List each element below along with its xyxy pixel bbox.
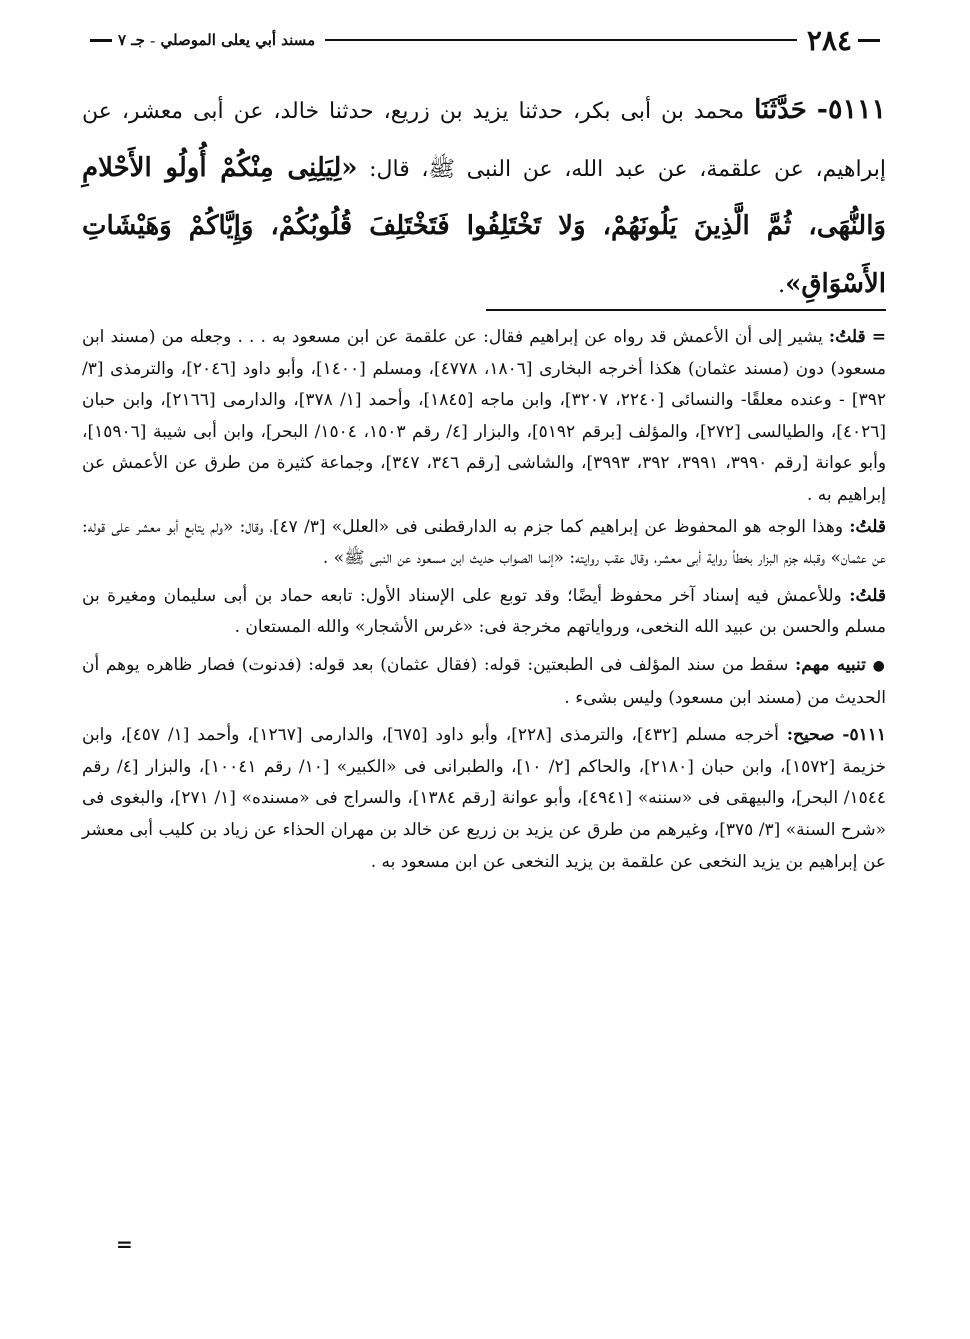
running-header bbox=[84, 22, 886, 58]
takhrij-grade: صحيح: bbox=[786, 725, 835, 746]
footnote-paragraph bbox=[82, 720, 886, 878]
continuation-mark: = bbox=[871, 327, 887, 347]
volume-label: جـ ٧ bbox=[118, 31, 145, 49]
hadith-end: . bbox=[778, 273, 786, 298]
header-dash bbox=[90, 39, 112, 42]
footnote-separator bbox=[486, 309, 886, 311]
footnote-text: وهذا الوجه هو المحفوظ عن إبراهيم كما جزم به الدارقطنى فى «العلل» [٣/ ٤٧]، وقال: «ولم يتابع أبو معشر على قوله: عن عثمان» وقبله جزم البزار بخطأ رواية أبى معشر، وقال عقب روايته: «إنما الصواب حديث ابن مسعود عن النبى ﷺ» . bbox=[82, 516, 886, 569]
book-title: مسند أبي يعلى الموصلي bbox=[160, 31, 316, 49]
footnotes bbox=[82, 322, 886, 878]
footnote-text: سقط من سند المؤلف فى الطبعتين: قوله: (فقال عثمان) بعد قوله: (فدنوت) فصار ظاهره يوهم أن الحديث من (مسند ابن مسعود) وليس بشىء . bbox=[82, 654, 886, 708]
continuation-mark: = bbox=[116, 1232, 133, 1256]
footnote-text: أخرجه مسلم [٤٣٢]، والترمذى [٢٢٨]، وأبو داود [٦٧٥]، والدارمى [١٢٦٧]، وأحمد [١/ ٤٥٧]، وابن خزيمة [١٥٧٢]، وابن حبان [٢١٨٠]، والحاكم [٢/ ١٠]، والطبرانى فى «الكبير» [١٠/ رقم ١٠٠٤١]، والبزار [٤/ رقم ١٥٤٤/ البحر]، والبيهقى فى «سننه» [٤٩٤١]، وأبو عوانة [رقم ١٣٨٤]، والسراج فى «مسنده» [١/ ٢٧١]، والبغوى فى «شرح السنة» [٣/ ٣٧٥]، وغيرهم من طرق عن يزيد بن زريع عن خالد بن مهران الحذاء عن زياد بن كليب أبى معشر عن إبراهيم بن يزيد النخعى عن علقمة بن يزيد النخعى عن ابن مسعود به . bbox=[82, 725, 887, 872]
bullet-icon: ● bbox=[872, 657, 887, 674]
header-rule bbox=[325, 39, 797, 41]
hadith-haddathana: حَدَّثَنَا bbox=[754, 95, 807, 125]
qultu-label: قلتُ: bbox=[849, 516, 886, 537]
footnote-paragraph bbox=[82, 322, 886, 512]
footnote-paragraph bbox=[82, 650, 886, 714]
footnote-text: وللأعمش فيه إسناد آخر محفوظ أيضًا؛ وقد توبع على الإسناد الأول: تابعه حماد بن أبى سليمان ومغيرة بن مسلم والحسن بن عبيد الله النخعى، ورواياتهم مخرجة فى: «غرس الأشجار» والله المستعان . bbox=[82, 585, 886, 638]
takhrij-number: ٥١١١- bbox=[842, 725, 886, 746]
footnote-text: يشير إلى أن الأعمش قد رواه عن إبراهيم فقال: عن علقمة عن ابن مسعود به . . . وجعله من (مسند ابن مسعود) دون (مسند عثمان) هكذا أخرجه البخارى [١٨٠٦، ٤٧٧٨]، ومسلم [١٤٠٠]، وأبو داود [٢٠٤٦]، والترمذى [٣/ ٣٩٢] - وعنده معلقًا- والنسائى [٢٢٤٠، ٣٢٠٧]، وابن ماجه [١٨٤٥]، وأحمد [١/ ٣٧٨]، والدارمى [٢١٦٦]، وابن حبان [٤٠٢٦]، والطيالسى [٢٧٢]، والمؤلف [برقم ٥١٩٢]، والبزار [٤/ رقم ١٥٠٣، ١٥٠٤/ البحر]، وابن أبى شيبة [١٥٩٠٦]، وأبو عوانة [رقم ٣٩٩٠، ٣٩٩١، ٣٩٢، ٣٩٩٣]، والشاشى [رقم ٣٤٦، ٣٤٧]، وجماعة كثيرة من طرق عن الأعمش عن إبراهيم به . bbox=[82, 327, 887, 505]
header-dash bbox=[858, 39, 880, 42]
hadith-number: ٥١١١- bbox=[816, 94, 887, 125]
hadith-matn: «لِيَلِنِى مِنْكُمْ أُولُو الأَحْلامِ وَالنُّهَى، ثُمَّ الَّذِينَ يَلُونَهُمْ، وَلا تَخْتَلِفُوا فَتَخْتَلِفَ قُلُوبُكُمْ، وَإِيَّاكُمْ وَهَيْشَاتِ الأَسْوَاقِ» bbox=[82, 153, 886, 299]
page-number: ٢٨٤ bbox=[806, 23, 852, 57]
footnote-paragraph bbox=[82, 512, 886, 575]
header-separator: - bbox=[144, 30, 161, 50]
hadith-isnad: محمد بن أبى بكر، حدثنا يزيد بن زريع، حدثنا خالد، عن أبى معشر، عن إبراهيم، عن علقمة، عن عبد الله، عن النبى ﷺ، قال: bbox=[82, 99, 886, 182]
tanbih-label: تنبيه مهم: bbox=[795, 654, 866, 675]
qultu-label: قلتُ: bbox=[849, 585, 886, 606]
qultu-label: قلتُ: bbox=[828, 327, 866, 347]
footnote-paragraph bbox=[82, 581, 886, 644]
hadith-text bbox=[82, 82, 886, 314]
